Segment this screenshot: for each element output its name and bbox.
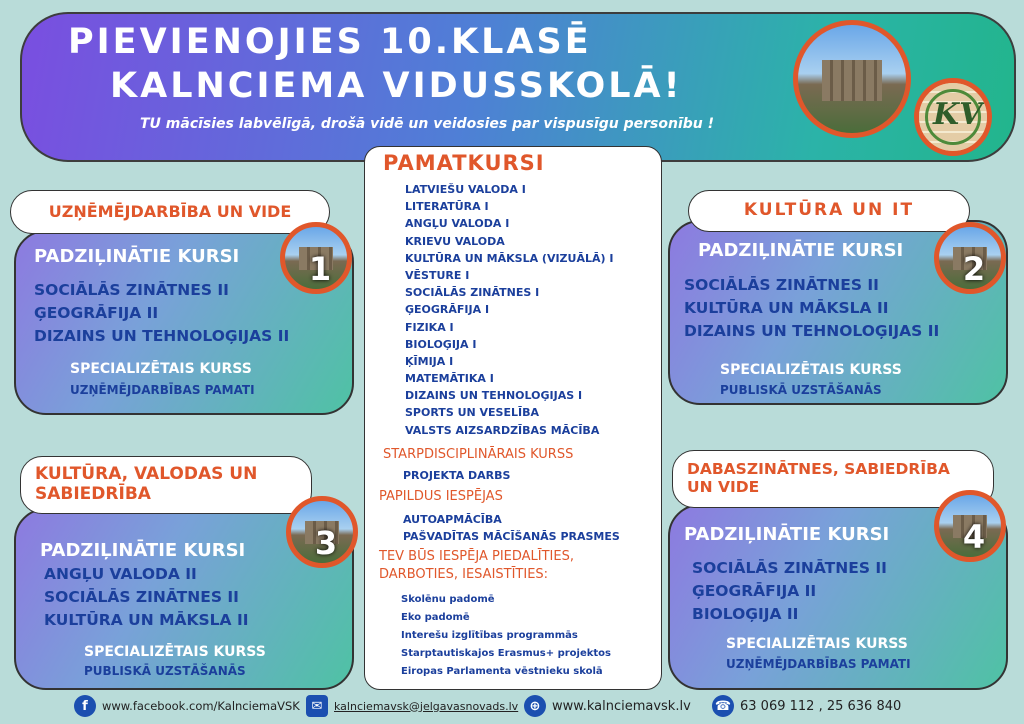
list-item: Skolēnu padomē (401, 594, 495, 605)
subtitle: TU mācīsies labvēlīgā, drošā vidē un veidosies par vispusīgu personību ! (140, 116, 714, 132)
list-item: SPORTS UN VESELĪBA (405, 406, 539, 420)
list-item: BIOLOĢIJA I (405, 337, 477, 351)
advanced-courses-heading: PADZIĻINĀTIE KURSI (34, 246, 240, 267)
specialized-course-heading: SPECIALIZĒTAIS KURSS (726, 636, 908, 652)
extra-option-item: PAŠVADĪTAS MĀCĪŠANĀS PRASMES (403, 530, 620, 543)
phone-numbers: 63 069 112 , 25 636 840 (740, 698, 902, 714)
list-item: ANGĻU VALODA I (405, 217, 510, 231)
core-courses-list (405, 181, 613, 439)
advanced-courses-heading: PADZIĻINĀTIE KURSI (684, 524, 890, 545)
specialized-course-heading: SPECIALIZĒTAIS KURSS (70, 361, 252, 377)
list-item: MATEMĀTIKA I (405, 372, 494, 386)
list-item: DIZAINS UN TEHNOLOĢIJAS II (684, 322, 940, 340)
email-link[interactable]: kalnciemavsk@jelgavasnovads.lv (334, 699, 519, 713)
list-item: SOCIĀLĀS ZINĀTNES II (44, 588, 239, 606)
facebook-contact[interactable] (74, 692, 300, 720)
specialized-course-value: PUBLISKĀ UZSTĀŠANĀS (84, 664, 246, 678)
logo-letters: KV (933, 97, 983, 132)
list-item: ĢEOGRĀFIJA II (34, 304, 159, 322)
extra-option-item: AUTOAPMĀCĪBA (403, 513, 502, 526)
list-item: LITERATŪRA I (405, 200, 489, 214)
list-item: KULTŪRA UN MĀKSLA II (44, 611, 249, 629)
interdisciplinary-item: PROJEKTA DARBS (403, 469, 511, 482)
specialized-course-heading: SPECIALIZĒTAIS KURSS (720, 362, 902, 378)
list-item: SOCIĀLĀS ZINĀTNES I (405, 286, 540, 300)
list-item: ANGĻU VALODA II (44, 565, 197, 583)
list-item: ĶĪMIJA I (405, 354, 454, 368)
program-number: 2 (962, 250, 986, 288)
facebook-icon: f (74, 695, 96, 717)
core-courses-panel (364, 146, 662, 690)
program-tag-1: UZŅĒMĒJDARBĪBA UN VIDE (10, 190, 330, 234)
list-item: VALSTS AIZSARDZĪBAS MĀCĪBA (405, 423, 600, 437)
list-item: FIZIKA I (405, 320, 454, 334)
program-number-badge-2 (934, 222, 1006, 294)
program-tag-line: SABIEDRĪBA (35, 484, 151, 504)
program-tag-line: KULTŪRA, VALODAS UN (35, 464, 258, 485)
website-link[interactable]: www.kalnciemavsk.lv (552, 698, 691, 714)
school-logo (914, 78, 992, 156)
program-number-badge-3 (286, 496, 358, 568)
mail-icon: ✉ (306, 695, 328, 717)
list-item: Eko padomē (401, 612, 470, 623)
advanced-courses-heading: PADZIĻINĀTIE KURSI (698, 240, 904, 261)
program-number-badge-4 (934, 490, 1006, 562)
advanced-courses-list (684, 274, 939, 343)
list-item: KULTŪRA UN MĀKSLA (VIZUĀLĀ) I (405, 251, 614, 265)
specialized-course-heading: SPECIALIZĒTAIS KURSS (84, 644, 266, 660)
advanced-courses-heading: PADZIĻINĀTIE KURSI (40, 540, 246, 561)
participation-heading-line2: DARBOTIES, IESAISTĪTIES: (379, 567, 549, 582)
list-item: SOCIĀLĀS ZINĀTNES II (34, 281, 229, 299)
core-courses-title: PAMATKURSI (383, 151, 545, 175)
program-number: 4 (962, 518, 986, 556)
participation-heading-line1: TEV BŪS IESPĒJA PIEDALĪTIES, (379, 549, 574, 564)
list-item: VĒSTURE I (405, 268, 470, 282)
website-contact[interactable] (524, 692, 691, 720)
title-line2: KALNCIEMA VIDUSSKOLĀ! (110, 66, 683, 106)
facebook-link[interactable]: www.facebook.com/KalnciemaVSK (102, 699, 300, 713)
program-tag-line: UN VIDE (687, 478, 760, 496)
email-contact[interactable] (306, 692, 518, 720)
advanced-courses-list (44, 563, 248, 632)
specialized-course-value: PUBLISKĀ UZSTĀŠANĀS (720, 383, 882, 397)
program-tag-3 (20, 456, 312, 514)
list-item: BIOLOĢIJA II (692, 605, 799, 623)
list-item: KULTŪRA UN MĀKSLA II (684, 299, 889, 317)
globe-icon: ⊕ (524, 695, 546, 717)
list-item: KRIEVU VALODA (405, 234, 505, 248)
list-item: Interešu izglītības programmās (401, 630, 578, 641)
list-item: ĢEOGRĀFIJA II (692, 582, 817, 600)
list-item: DIZAINS UN TEHNOLOĢIJAS I (405, 389, 583, 403)
list-item: SOCIĀLĀS ZINĀTNES II (684, 276, 879, 294)
school-photo (793, 20, 911, 138)
program-tag-2: KULTŪRA UN IT (688, 190, 970, 232)
program-tag-line: DABASZINĀTNES, SABIEDRĪBA (687, 460, 950, 479)
contact-footer (0, 692, 1024, 720)
phone-contact (712, 692, 901, 720)
program-number: 1 (308, 250, 332, 288)
list-item: Eiropas Parlamenta vēstnieku skolā (401, 666, 603, 677)
program-number: 3 (314, 524, 338, 562)
specialized-course-value: UZŅĒMĒJDARBĪBAS PAMATI (726, 657, 911, 671)
title-line1: PIEVIENOJIES 10.KLASĒ (68, 22, 592, 62)
participation-list (401, 591, 611, 681)
list-item: Starptautiskajos Erasmus+ projektos (401, 648, 611, 659)
specialized-course-value: UZŅĒMĒJDARBĪBAS PAMATI (70, 383, 255, 397)
list-item: SOCIĀLĀS ZINĀTNES II (692, 559, 887, 577)
advanced-courses-list (692, 557, 887, 626)
list-item: DIZAINS UN TEHNOLOĢIJAS II (34, 327, 290, 345)
program-number-badge-1 (280, 222, 352, 294)
advanced-courses-list (34, 279, 289, 348)
list-item: ĢEOGRĀFIJA I (405, 303, 490, 317)
extra-options-heading: PAPILDUS IESPĒJAS (379, 489, 503, 504)
interdisciplinary-heading: STARPDISCIPLINĀRAIS KURSS (383, 447, 574, 462)
phone-icon: ☎ (712, 695, 734, 717)
list-item: LATVIEŠU VALODA I (405, 183, 526, 196)
